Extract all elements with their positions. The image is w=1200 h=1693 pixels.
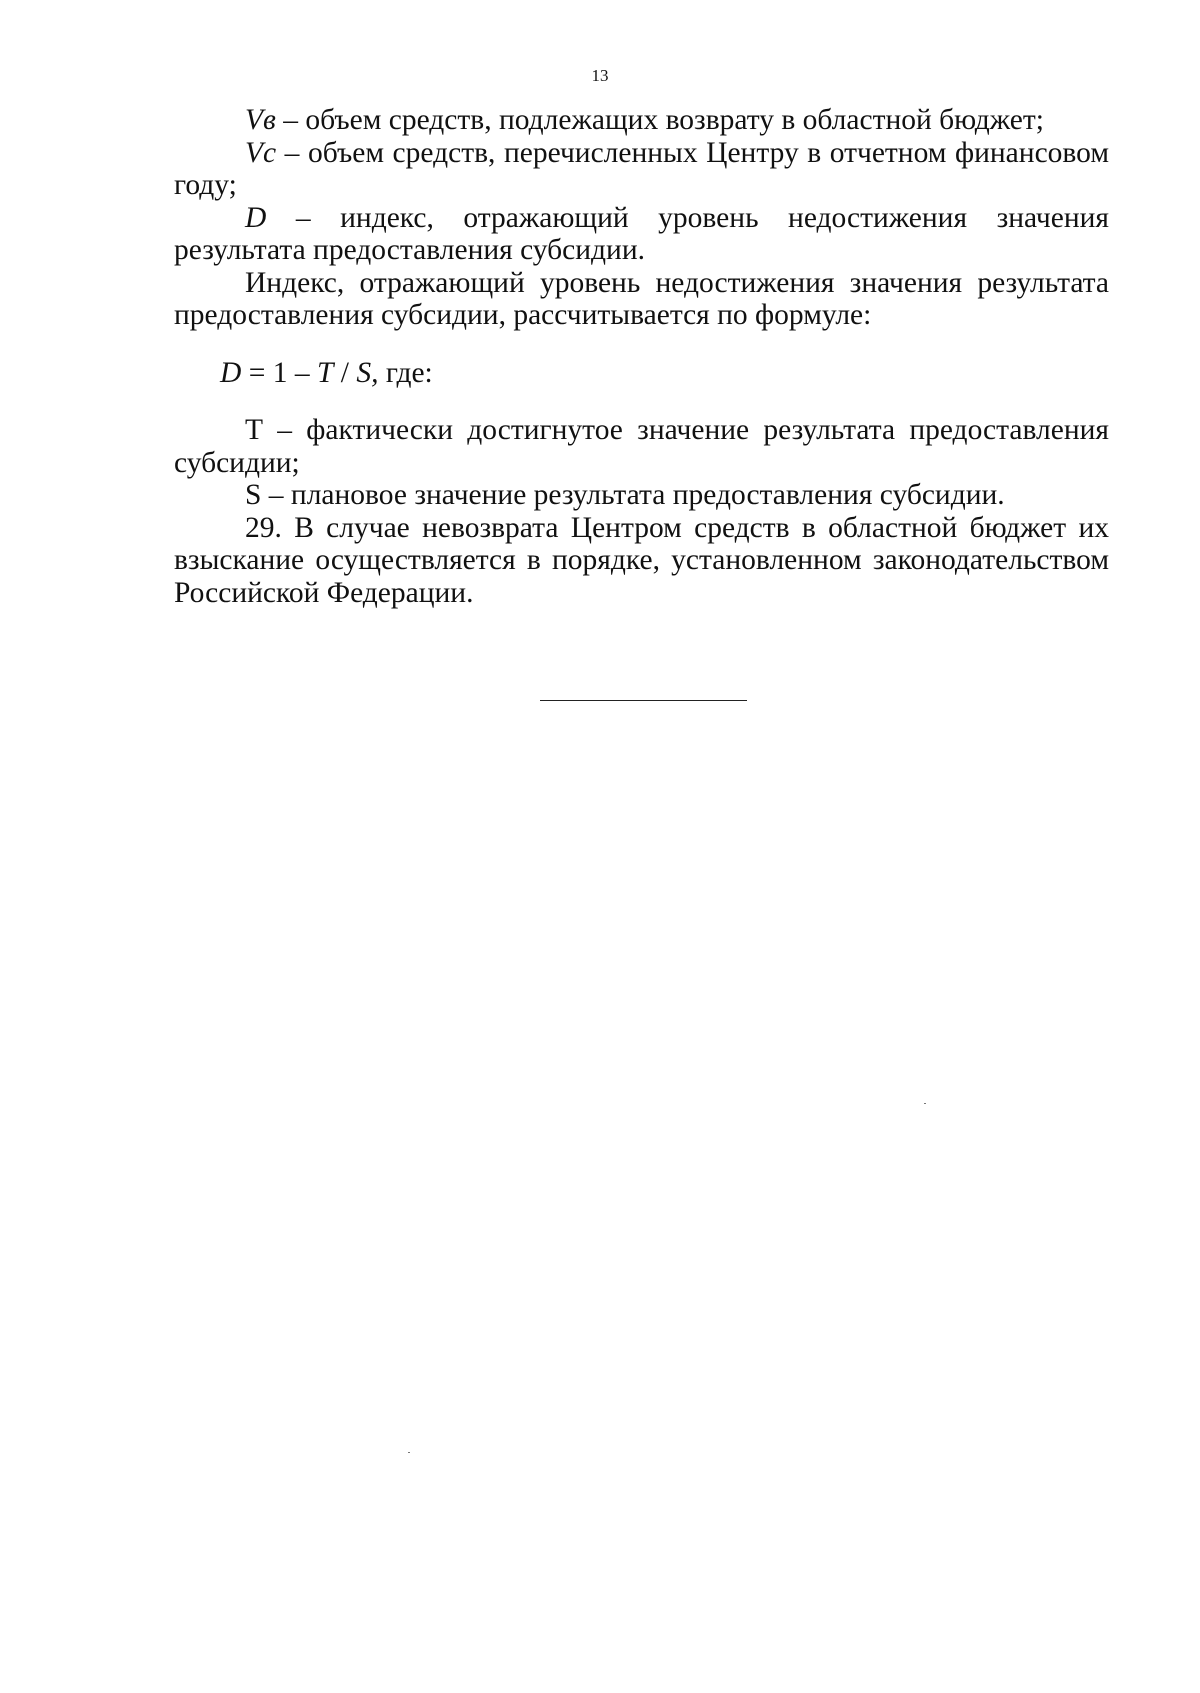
end-rule-divider (540, 700, 747, 701)
symbol-d: D (245, 201, 267, 234)
definition-vc (174, 137, 1109, 202)
formula-s: S, (356, 356, 379, 389)
scan-speck (924, 1103, 926, 1104)
symbol-vv: Vв (245, 104, 276, 136)
document-body (174, 104, 1109, 609)
definition-vv (174, 104, 1109, 137)
formula-slash: / (333, 356, 357, 389)
definition-t: Т – фактически достигнутое значение результата предоставления субсидии; (174, 414, 1109, 479)
clause-29: 29. В случае невозврата Центром средств в областной бюджет их взыскание осуществляется в порядке, установленном законодательством Российской Федерации. (174, 511, 1109, 609)
index-intro-paragraph: Индекс, отражающий уровень недостижения значения результата предоставления субсидии, рассчитывается по формуле: (174, 266, 1109, 331)
definition-d (174, 202, 1109, 267)
formula-tail: где: (378, 356, 433, 389)
definition-vv-text: – объем средств, подлежащих возврату в областной бюджет; (275, 104, 1044, 136)
definition-vc-text: – объем средств, перечисленных Центру в отчетном финансовом году; (174, 136, 1109, 201)
formula-t: T (316, 356, 334, 389)
formula (174, 357, 1109, 390)
formula-middle: = 1 – (241, 356, 317, 389)
definition-s: S – плановое значение результата предоставления субсидии. (245, 479, 1005, 511)
symbol-vc: Vс (245, 136, 277, 169)
page-number: 13 (591, 66, 609, 85)
definition-d-text: – индекс, отражающий уровень недостижения значения результата предоставления субсидии. (174, 201, 1109, 266)
scan-speck (408, 1452, 410, 1453)
formula-lhs: D (220, 356, 242, 389)
